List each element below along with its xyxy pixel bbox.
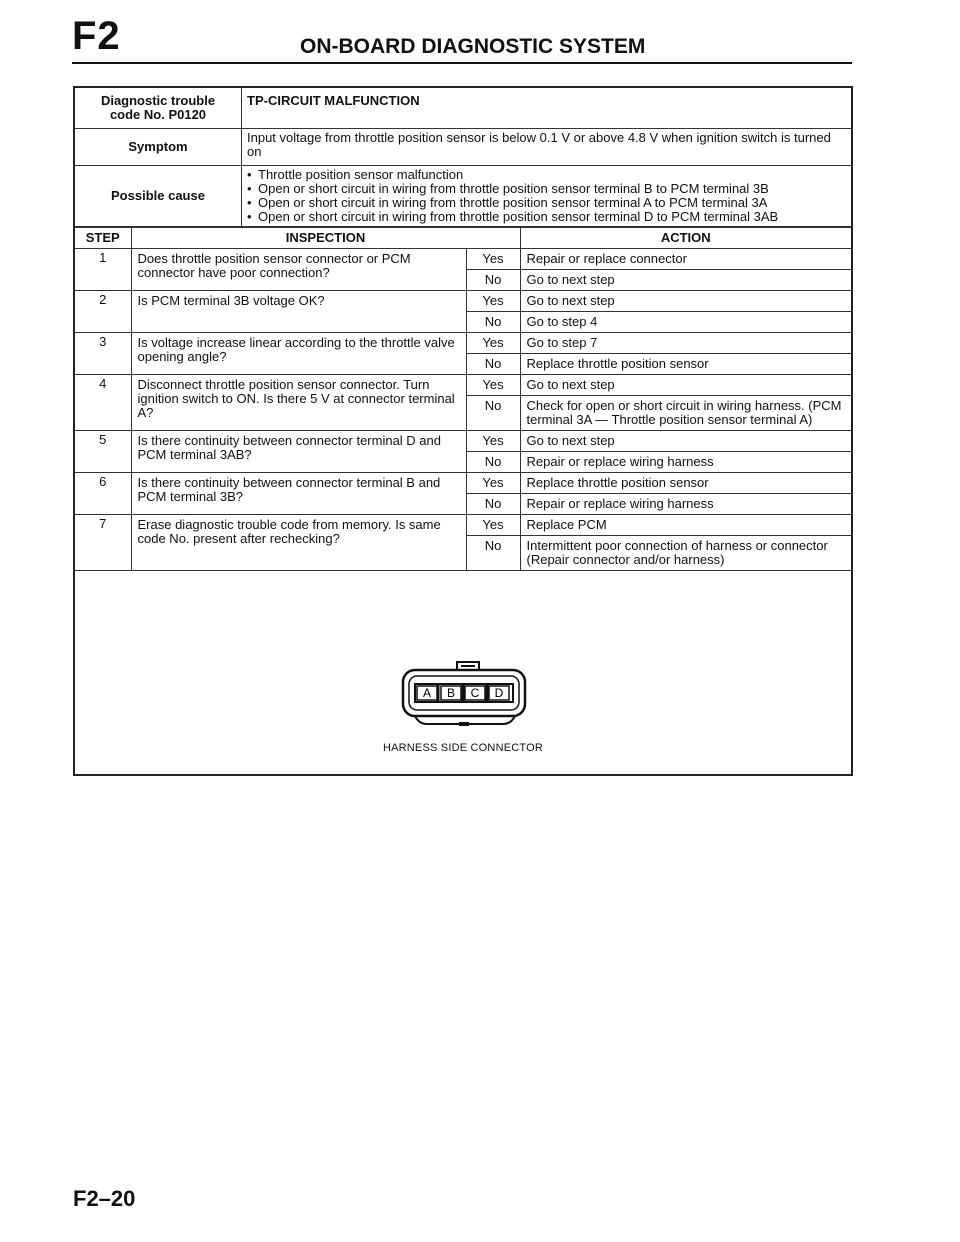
page-title: ON-BOARD DIAGNOSTIC SYSTEM [300, 35, 646, 58]
diagnostic-frame [73, 86, 853, 776]
no-action: Replace throttle position sensor [520, 354, 851, 375]
section-code: F2 [72, 14, 121, 58]
yes-label: Yes [466, 515, 520, 536]
connector-figure [75, 634, 851, 774]
step-number: 1 [75, 249, 131, 291]
step-inspection: Is voltage increase linear according to the throttle valve opening angle? [131, 333, 466, 375]
no-label: No [466, 396, 520, 431]
page-number: F2–20 [73, 1186, 136, 1211]
yes-action: Replace throttle position sensor [520, 473, 851, 494]
step-row [75, 375, 851, 396]
step-row [75, 473, 851, 494]
step-row [75, 431, 851, 452]
step-row [75, 515, 851, 536]
step-row [75, 333, 851, 354]
pin-d-label: D [494, 686, 504, 700]
step-row [75, 291, 851, 312]
dtc-row [75, 88, 851, 129]
pin-a-label: A [422, 686, 432, 700]
cause-item: • Throttle position sensor malfunction [247, 168, 845, 182]
cause-value [242, 166, 852, 227]
dtc-label [75, 88, 242, 129]
yes-action: Go to next step [520, 291, 851, 312]
no-action: Go to next step [520, 270, 851, 291]
action-header: ACTION [520, 228, 851, 249]
step-number: 6 [75, 473, 131, 515]
no-label: No [466, 536, 520, 571]
dtc-value: TP-CIRCUIT MALFUNCTION [242, 88, 852, 129]
step-inspection: Disconnect throttle position sensor connector. Turn ignition switch to ON. Is there 5 V at connector terminal A? [131, 375, 466, 431]
no-label: No [466, 494, 520, 515]
steps-table [75, 227, 851, 571]
dtc-label-line2: code No. P0120 [109, 107, 207, 122]
cause-row [75, 166, 851, 227]
symptom-label: Symptom [75, 129, 242, 166]
symptom-value: Input voltage from throttle position sensor is below 0.1 V or above 4.8 V when ignition switch is turned on [242, 129, 852, 166]
inspection-header: INSPECTION [131, 228, 520, 249]
step-inspection: Does throttle position sensor connector or PCM connector have poor connection? [131, 249, 466, 291]
step-inspection: Is there continuity between connector terminal B and PCM terminal 3B? [131, 473, 466, 515]
no-action: Intermittent poor connection of harness or connector (Repair connector and/or harness) [520, 536, 851, 571]
yes-action: Repair or replace connector [520, 249, 851, 270]
step-inspection: Is PCM terminal 3B voltage OK? [131, 291, 466, 333]
no-label: No [466, 452, 520, 473]
cause-label: Possible cause [75, 166, 242, 227]
yes-label: Yes [466, 431, 520, 452]
step-number: 7 [75, 515, 131, 571]
step-header: STEP [75, 228, 131, 249]
no-action: Go to step 4 [520, 312, 851, 333]
no-label: No [466, 354, 520, 375]
step-inspection: Erase diagnostic trouble code from memory. Is same code No. present after rechecking? [131, 515, 466, 571]
yes-action: Go to next step [520, 375, 851, 396]
yes-label: Yes [466, 249, 520, 270]
no-action: Check for open or short circuit in wiring harness. (PCM terminal 3A — Throttle position sensor terminal A) [520, 396, 851, 431]
pin-b-label: B [446, 686, 456, 700]
step-number: 4 [75, 375, 131, 431]
yes-action: Go to step 7 [520, 333, 851, 354]
yes-action: Replace PCM [520, 515, 851, 536]
cause-item: • Open or short circuit in wiring from throttle position sensor terminal D to PCM terminal 3AB [247, 210, 845, 224]
no-label: No [466, 312, 520, 333]
cause-item: • Open or short circuit in wiring from throttle position sensor terminal B to PCM terminal 3B [247, 182, 845, 196]
yes-label: Yes [466, 473, 520, 494]
step-number: 3 [75, 333, 131, 375]
steps-header-row [75, 228, 851, 249]
yes-label: Yes [466, 333, 520, 354]
yes-label: Yes [466, 291, 520, 312]
dtc-label-line1: Diagnostic trouble [100, 93, 216, 108]
cause-item: • Open or short circuit in wiring from throttle position sensor terminal A to PCM terminal 3A [247, 196, 845, 210]
step-number: 5 [75, 431, 131, 473]
cause-list [247, 168, 845, 224]
dtc-info-table [75, 88, 851, 227]
header-rule [72, 62, 852, 64]
pin-c-label: C [470, 686, 480, 700]
yes-action: Go to next step [520, 431, 851, 452]
yes-label: Yes [466, 375, 520, 396]
step-number: 2 [75, 291, 131, 333]
figure-caption: HARNESS SIDE CONNECTOR [382, 742, 544, 754]
step-inspection: Is there continuity between connector terminal D and PCM terminal 3AB? [131, 431, 466, 473]
no-label: No [466, 270, 520, 291]
symptom-row [75, 129, 851, 166]
no-action: Repair or replace wiring harness [520, 452, 851, 473]
no-action: Repair or replace wiring harness [520, 494, 851, 515]
step-row [75, 249, 851, 270]
connector-icon [395, 660, 535, 732]
